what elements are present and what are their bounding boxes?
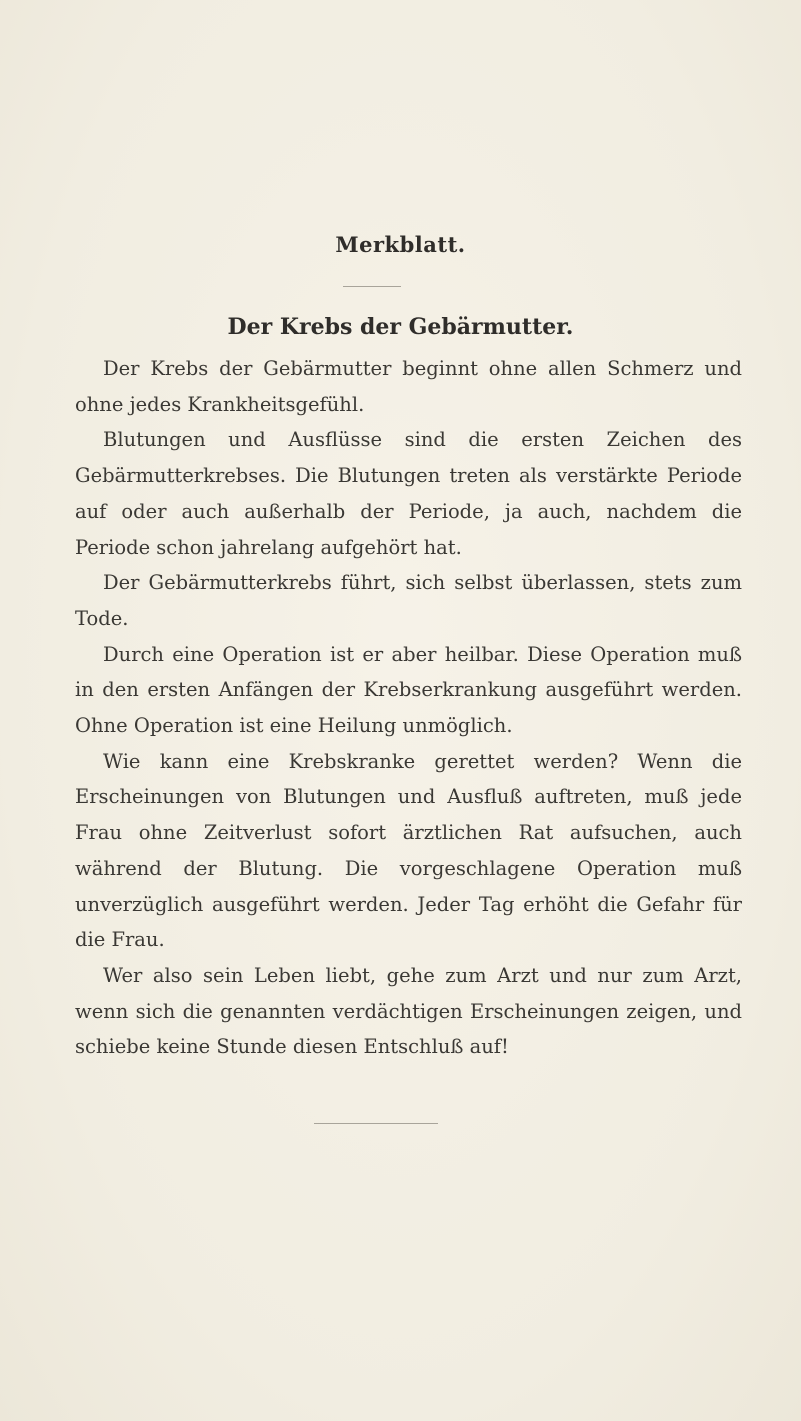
paragraph-1: Der Krebs der Gebärmutter beginnt ohne allen Schmerz und ohne jedes Krankheitsgefühl. [75, 357, 742, 416]
paragraph-5: Wie kann eine Krebskranke gerettet werden? Wenn die Erscheinungen von Blutungen und Ausfluß auftreten, muß jede Frau ohne Zeitverlust sofort ärztlichen Rat aufsuchen, auch während der Blutung. Die vorgeschlagene Operation muß unverzüglich ausgeführt werden. Jeder Tag erhöht die Gefahr für die Frau. [75, 749, 742, 952]
document-heading: Merkblatt. [335, 232, 466, 257]
heading-divider [343, 286, 401, 287]
closing-divider [314, 1123, 438, 1124]
document-subtitle: Der Krebs der Gebärmutter. [227, 314, 574, 340]
paragraph-6: Wer also sein Leben liebt, gehe zum Arzt und nur zum Arzt, wenn sich die genannten verdächtigen Erscheinungen zeigen, und schiebe keine Stunde diesen Entschluß auf! [75, 963, 742, 1059]
paragraph-2: Blutungen und Ausflüsse sind die ersten Zeichen des Gebärmutterkrebses. Die Blutungen treten als verstärkte Periode auf oder auch außerhalb der Periode, ja auch, nachdem die Periode schon jahrelang aufgehört hat. [75, 428, 742, 559]
paragraph-4: Durch eine Operation ist er aber heilbar. Diese Operation muß in den ersten Anfängen der Krebserkrankung ausgeführt werden. Ohne Operation ist eine Heilung unmöglich. [75, 642, 742, 738]
paragraph-3: Der Gebärmutterkrebs führt, sich selbst überlassen, stets zum Tode. [75, 571, 742, 630]
document-body [75, 351, 742, 1065]
